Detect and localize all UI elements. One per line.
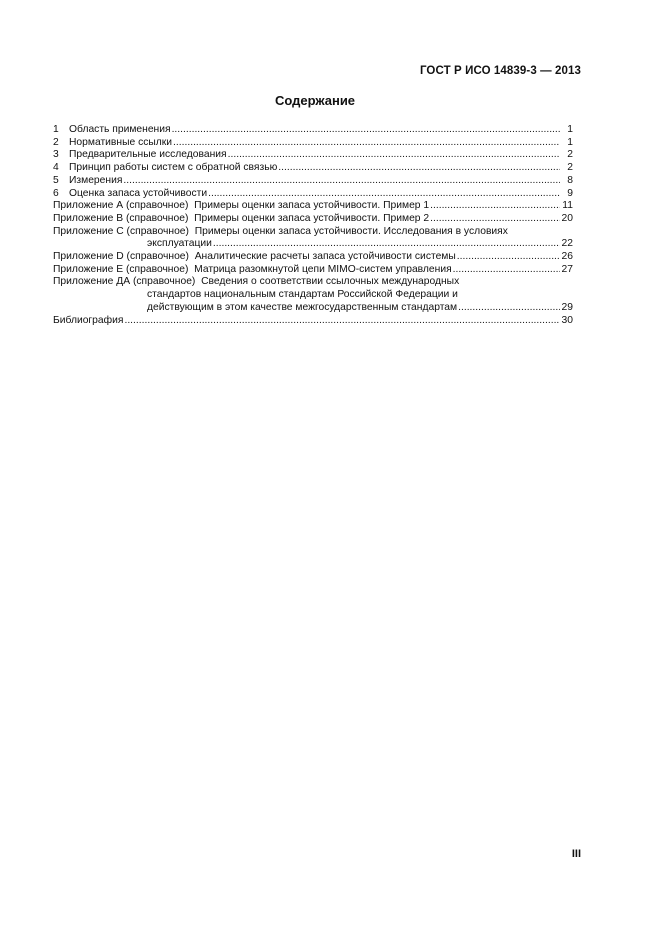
annex-title-continued: действующим в этом качестве межгосударственным стандартам (147, 301, 458, 313)
annex-title: Примеры оценки запаса устойчивости. Пример 2 (194, 212, 430, 224)
toc-entry-page: 22 (561, 238, 573, 250)
toc-entry-annex-c[interactable] (53, 226, 573, 251)
toc-entry-label: Оценка запаса устойчивости (69, 187, 208, 199)
dot-leader (458, 302, 560, 315)
toc-entry-annex-a[interactable] (53, 200, 573, 213)
toc-entry-label: Библиография (53, 314, 124, 326)
toc-entry-label: Принцип работы систем с обратной связью (69, 162, 278, 174)
toc-entry-page: 2 (567, 149, 573, 161)
toc-entry-page: 11 (562, 200, 573, 212)
toc-entry-page: 1 (567, 136, 573, 148)
toc-entry-label: Предварительные исследования (69, 149, 227, 161)
page-number: III (571, 848, 581, 860)
toc-entry-page: 30 (561, 314, 573, 326)
toc-entry-number: 4 (53, 162, 59, 174)
dot-leader (124, 315, 560, 328)
toc-entry-number: 1 (53, 124, 59, 135)
dot-leader (173, 137, 560, 150)
toc-entry-annex-d[interactable] (53, 251, 573, 264)
dot-leader (457, 251, 560, 264)
annex-title-continued: эксплуатации (147, 238, 212, 250)
table-of-contents (53, 124, 573, 327)
annex-prefix: Приложение Е (справочное) (53, 263, 189, 275)
toc-entry-section-4[interactable] (53, 162, 573, 175)
toc-entry-label: Измерения (69, 174, 123, 186)
toc-entry-annex-e[interactable] (53, 264, 573, 277)
toc-entry-page: 1 (567, 124, 573, 135)
annex-prefix: Приложение С (справочное) (53, 225, 189, 237)
toc-title: Содержание (274, 93, 356, 108)
toc-entry-number: 6 (53, 187, 59, 199)
document-code: ГОСТ Р ИСО 14839-3 — 2013 (419, 65, 581, 77)
annex-title: Матрица разомкнутой цепи MIMO-систем управления (194, 263, 452, 275)
dot-leader (213, 238, 560, 251)
annex-prefix: Приложение В (справочное) (53, 212, 189, 224)
annex-prefix: Приложение D (справочное) (53, 251, 189, 263)
dot-leader (228, 149, 560, 162)
toc-entry-page: 26 (561, 251, 573, 263)
toc-entry-label: Нормативные ссылки (69, 136, 173, 148)
dot-leader (172, 124, 560, 137)
annex-title: Аналитические расчеты запаса устойчивости системы (194, 251, 456, 263)
toc-entry-section-1[interactable] (53, 124, 573, 137)
toc-entry-label: Область применения (69, 124, 171, 135)
annex-title-continued: стандартов национальным стандартам Российской Федерации и (147, 289, 458, 301)
toc-entry-page: 2 (567, 162, 573, 174)
toc-entry-number: 5 (53, 174, 59, 186)
toc-entry-page: 20 (561, 212, 573, 224)
toc-entry-annex-b[interactable] (53, 213, 573, 226)
toc-entry-number: 3 (53, 149, 59, 161)
toc-entry-section-3[interactable] (53, 149, 573, 162)
annex-prefix: Приложение ДА (справочное) (53, 276, 196, 288)
annex-prefix: Приложение А (справочное) (53, 200, 189, 212)
toc-entry-page: 8 (567, 174, 573, 186)
dot-leader (278, 162, 560, 175)
toc-entry-page: 9 (567, 187, 573, 199)
dot-leader (453, 264, 560, 277)
toc-entry-section-5[interactable] (53, 175, 573, 188)
dot-leader (208, 188, 560, 201)
annex-title: Примеры оценки запаса устойчивости. Исследования в условиях (194, 225, 508, 237)
dot-leader (430, 200, 560, 213)
toc-entry-annex-da[interactable] (53, 276, 573, 314)
dot-leader (430, 213, 560, 226)
toc-entry-page: 27 (561, 263, 573, 275)
toc-entry-section-2[interactable] (53, 137, 573, 150)
toc-entry-bibliography[interactable] (53, 315, 573, 328)
annex-title: Сведения о соответствии ссылочных международных (201, 276, 460, 288)
dot-leader (123, 175, 560, 188)
toc-entry-number: 2 (53, 136, 59, 148)
annex-title: Примеры оценки запаса устойчивости. Пример 1 (194, 200, 430, 212)
toc-entry-section-6[interactable] (53, 188, 573, 201)
toc-entry-page: 29 (561, 301, 573, 313)
